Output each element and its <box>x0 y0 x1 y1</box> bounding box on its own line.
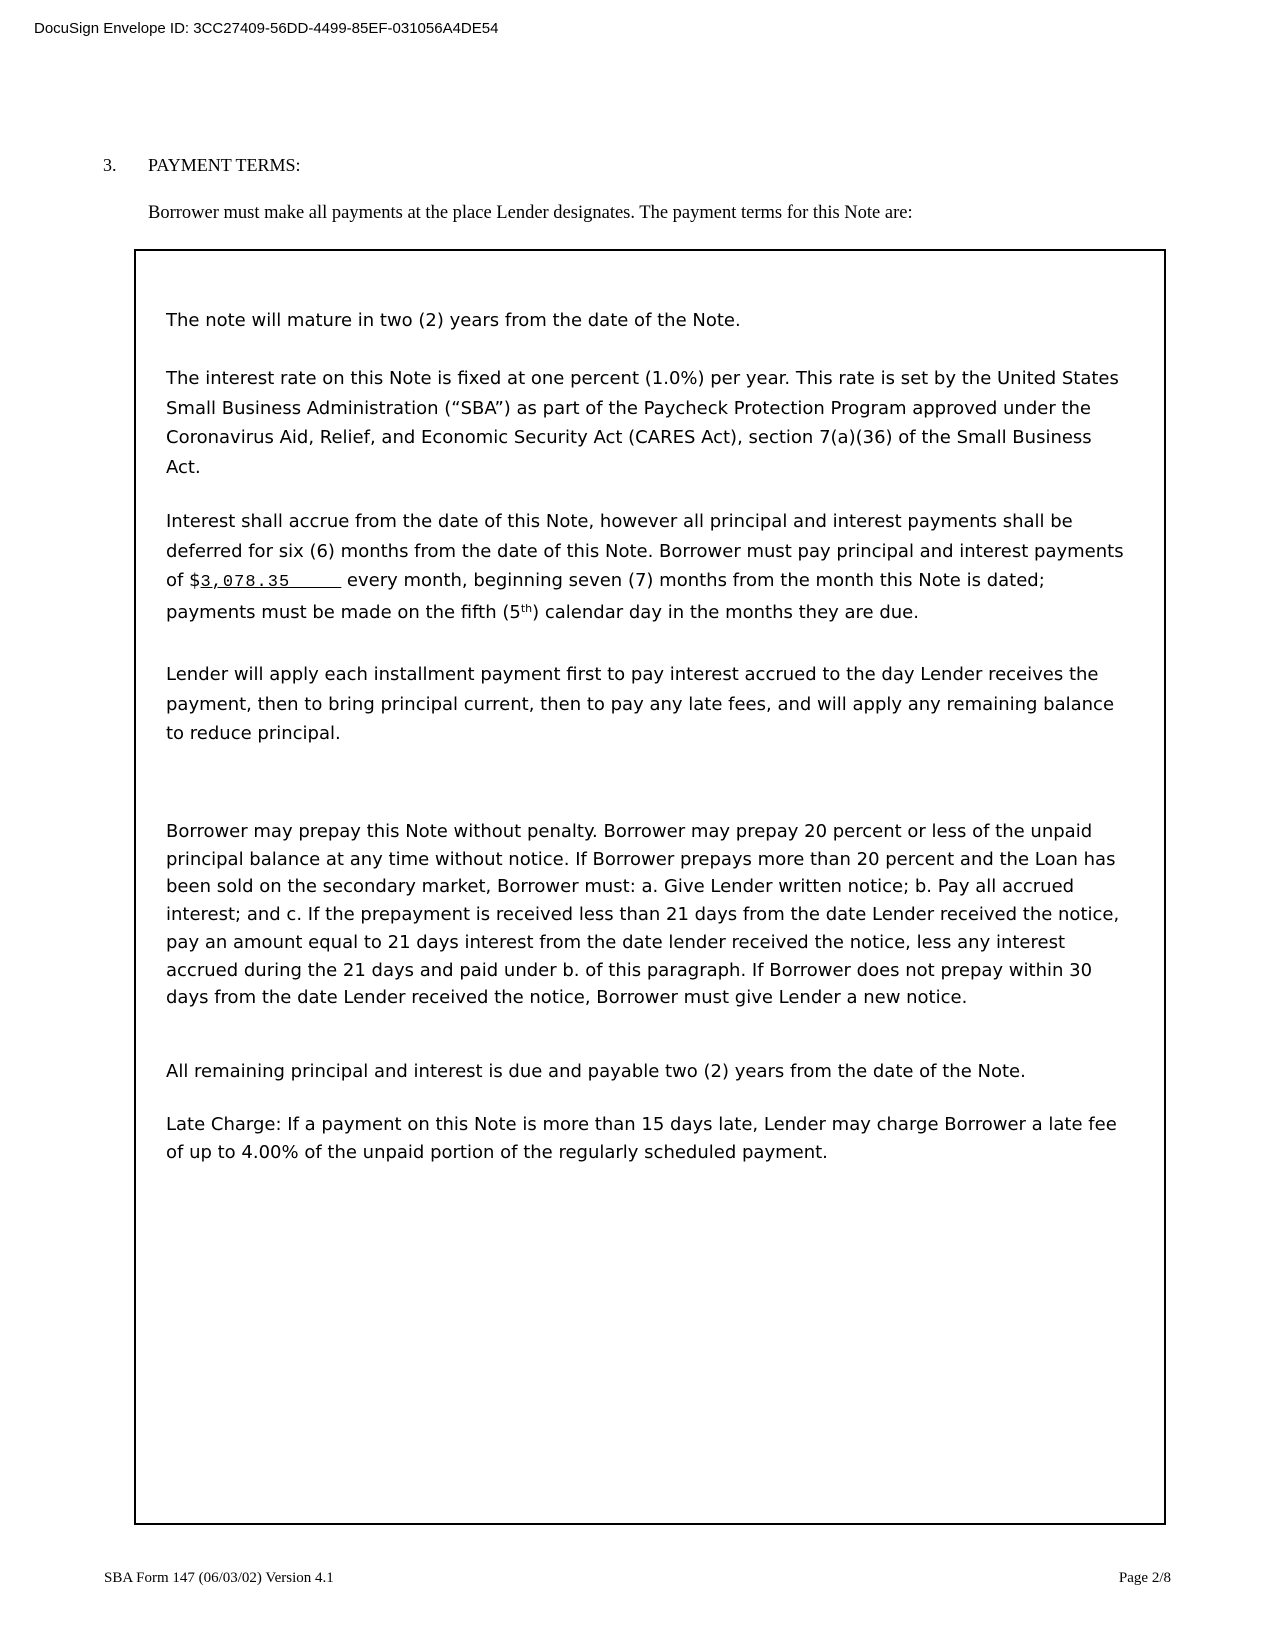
section-intro: Borrower must make all payments at the place Lender designates. The payment terms for this Note are: <box>148 203 913 223</box>
footer-page-number: Page 2/8 <box>1118 1570 1171 1586</box>
late-charge-paragraph: Late Charge: If a payment on this Note is more than 15 days late, Lender may charge Borrower a late fee of up to 4.00% of the unpaid portion of the regularly scheduled payment. <box>166 1114 1117 1163</box>
prepayment-paragraph: Borrower may prepay this Note without penalty. Borrower may prepay 20 percent or less of the unpaid principal balance at any time without notice. If Borrower prepays more than 20 percent and the Loan has been sold on the secondary market, Borrower must: a. Give Lender written notice; b. Pay all accrued interest; and c. If the prepayment is received less than 21 days from the date Lender received the notice, pay an amount equal to 21 days interest from the date lender received the notice, less any interest accrued during the 21 days and paid under b. of this paragraph. If Borrower does not prepay within 30 days from the date Lender received the notice, Borrower must give Lender a new notice. <box>166 821 1120 1009</box>
payment-amount-value: 3,078.35 <box>200 573 291 592</box>
section-number: 3. <box>103 155 117 175</box>
payment-amount <box>201 573 342 592</box>
footer-form-id: SBA Form 147 (06/03/02) Version 4.1 <box>104 1570 334 1586</box>
deferral-text-2: every month, beginning seven (7) months from the month this Note is dated; payments must be made on the fifth (5 <box>166 570 1045 623</box>
deferral-paragraph <box>166 507 1126 627</box>
section-title: PAYMENT TERMS: <box>148 155 301 175</box>
deferral-text-3: ) calendar day in the months they are due. <box>532 601 919 623</box>
envelope-id: DocuSign Envelope ID: 3CC27409-56DD-4499-85EF-031056A4DE54 <box>34 20 499 37</box>
payment-amount-blank: _____ <box>290 573 342 592</box>
payment-application-paragraph: Lender will apply each installment payment first to pay interest accrued to the day Lender receives the payment, then to bring principal current, then to pay any late fees, and will apply any remaining balance to reduce principal. <box>166 664 1115 744</box>
deferral-text-1: Interest shall accrue from the date of this Note, however all principal and interest payments shall be deferred for six (6) months from the date of this Note. Borrower must pay principal and interest payments of $ <box>166 511 1124 591</box>
final-payment-paragraph: All remaining principal and interest is due and payable two (2) years from the date of the Note. <box>166 1061 1026 1082</box>
ordinal-superscript: th <box>520 601 533 615</box>
maturity-paragraph: The note will mature in two (2) years from the date of the Note. <box>166 310 741 331</box>
interest-rate-paragraph: The interest rate on this Note is fixed at one percent (1.0%) per year. This rate is set by the United States Small Business Administration (“SBA”) as part of the Paycheck Protection Program approved under the Coronavirus Aid, Relief, and Economic Security Act (CARES Act), section 7(a)(36) of the Small Business Act. <box>166 368 1119 478</box>
